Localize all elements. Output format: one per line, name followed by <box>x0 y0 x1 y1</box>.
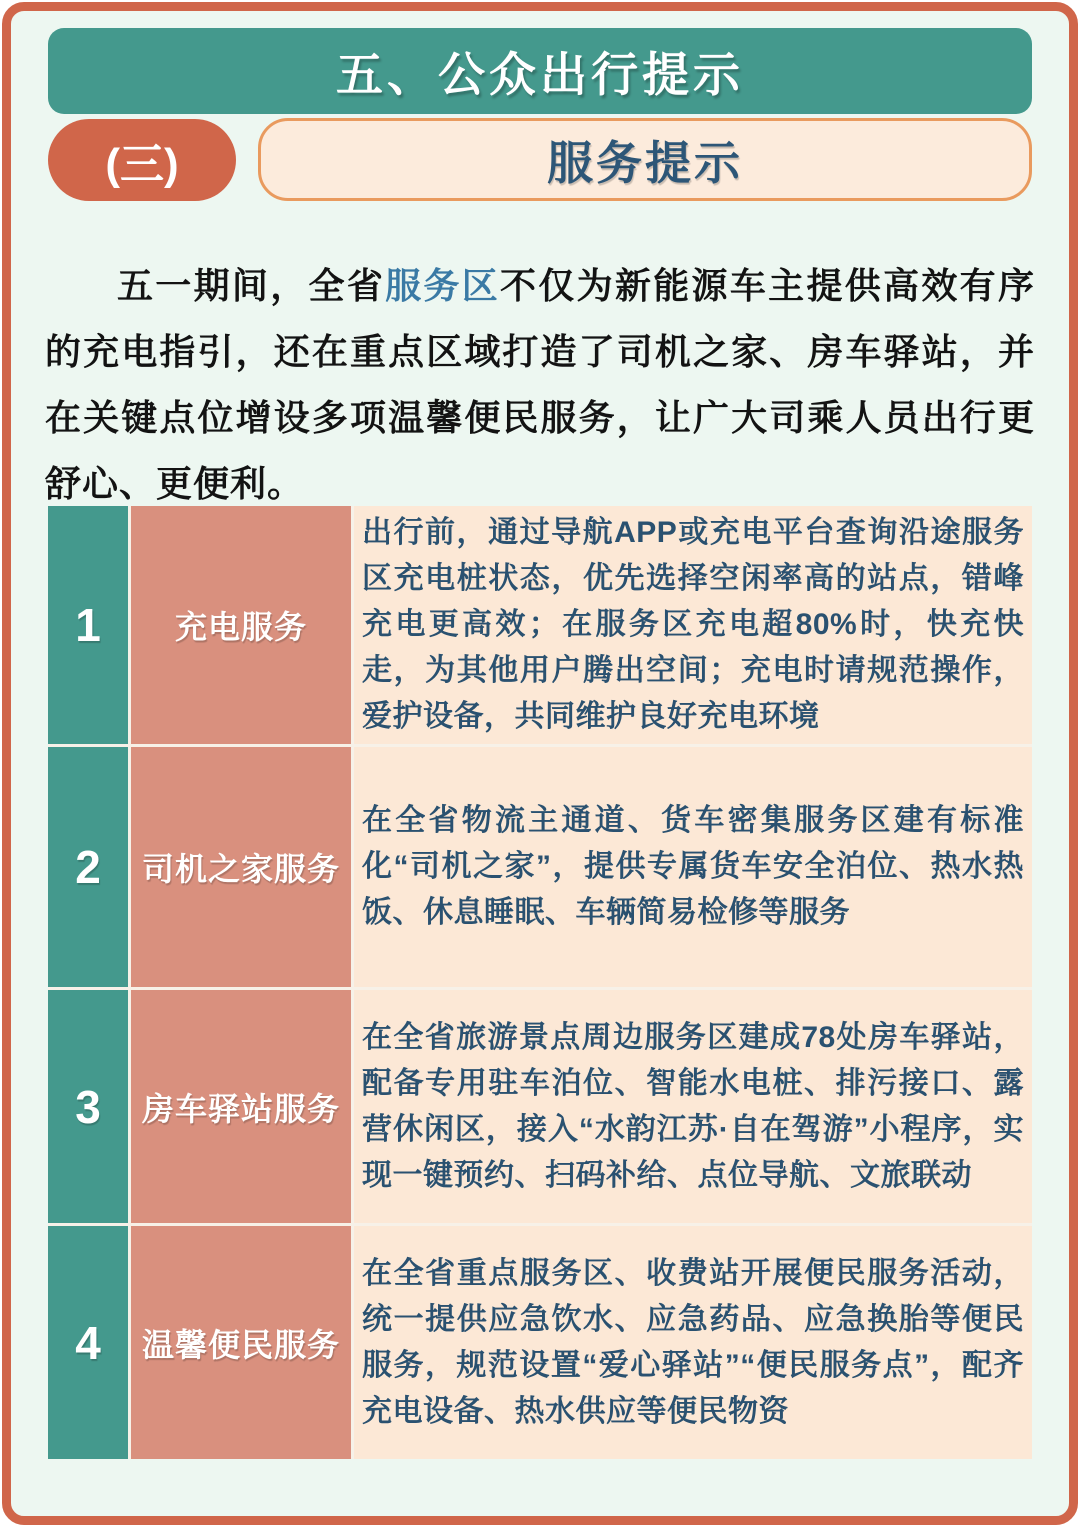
table-row-4-desc-cell <box>354 1226 1032 1459</box>
table-row-1-desc-cell <box>354 506 1032 744</box>
intro-text-after: 不仅为新能源车主提供高效有序的充电指引，还在重点区域打造了司机之家、房车驿站，并在关键点位增设多项温馨便民服务，让广大司乘人员出行更舒心、更便利。 <box>45 265 1035 504</box>
page-title: 五、公众出行提示 <box>336 47 744 101</box>
section-title-banner <box>258 118 1032 201</box>
row-description: 在全省旅游景点周边服务区建成78处房车驿站，配备专用驻车泊位、智能水电桩、排污接口、露营休闲区，接入“水韵江苏·自在驾游”小程序，实现一键预约、扫码补给、点位导航、文旅联动 <box>362 1020 1024 1192</box>
intro-text-before: 五一期间，全省 <box>117 265 386 306</box>
table-row-3-number-cell <box>48 990 128 1223</box>
page-title-banner <box>48 28 1032 114</box>
table-row-2-label-cell <box>131 747 351 987</box>
table-row-1-label-cell <box>131 506 351 744</box>
table-row-4-label-cell <box>131 1226 351 1459</box>
section-number-badge <box>48 119 236 201</box>
row-description: 出行前，通过导航APP或充电平台查询沿途服务区充电桩状态，优先选择空闲率高的站点，错峰充电更高效；在服务区充电超80%时，快充快走，为其他用户腾出空间；充电时请规范操作，爱护设备，共同维护良好充电环境 <box>362 516 1024 733</box>
intro-paragraph <box>45 253 1035 517</box>
table-row-2-desc-cell <box>354 747 1032 987</box>
table-row-4-number-cell <box>48 1226 128 1459</box>
section-title: 服务提示 <box>547 136 743 189</box>
table-row-3-label-cell <box>131 990 351 1223</box>
row-number: 3 <box>75 1080 101 1133</box>
row-label: 司机之家服务 <box>141 851 340 887</box>
row-description: 在全省重点服务区、收费站开展便民服务活动，统一提供应急饮水、应急药品、应急换胎等便民服务，规范设置“爱心驿站”“便民服务点”，配齐充电设备、热水供应等便民物资 <box>362 1256 1024 1428</box>
service-tips-table <box>48 506 1032 1459</box>
table-row-2-number-cell <box>48 747 128 987</box>
row-number: 2 <box>75 841 101 893</box>
intro-highlight-service-area: 服务区 <box>385 265 501 306</box>
row-number: 1 <box>75 599 101 651</box>
section-number: (三) <box>105 140 179 189</box>
row-description: 在全省物流主通道、货车密集服务区建有标准化“司机之家”，提供专属货车安全泊位、热水热饭、休息睡眠、车辆简易检修等服务 <box>362 804 1024 929</box>
row-label: 充电服务 <box>174 609 307 645</box>
row-label: 房车驿站服务 <box>141 1090 340 1127</box>
row-label: 温馨便民服务 <box>141 1326 340 1363</box>
row-number: 4 <box>75 1316 101 1369</box>
table-row-3-desc-cell <box>354 990 1032 1223</box>
table-row-1-number-cell <box>48 506 128 744</box>
